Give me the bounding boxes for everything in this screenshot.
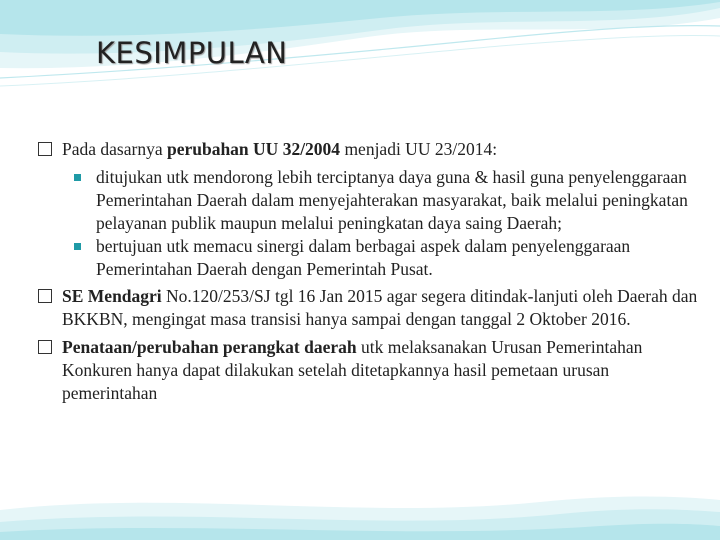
- sub-item-text: ditujukan utk mendorong lebih terciptanya daya guna & hasil guna penyelenggaraan Pemerintahan Daerah dalam menyejahterakan masyarakat, baik melalui peningkatan pelayanan publik maupun melalui peningkatan daya saing Daerah;: [96, 167, 688, 233]
- sub-item: [38, 166, 698, 235]
- hollow-square-icon: [38, 340, 52, 354]
- item-text: Penataan/perubahan perangkat daerah utk melaksanakan Urusan Pemerintahan Konkuren hanya dapat dilakukan setelah ditetapkannya hasil pemetaan urusan pemerintahan: [62, 337, 643, 403]
- sub-item: [38, 235, 698, 281]
- hollow-square-icon: [38, 289, 52, 303]
- slide-title: KESIMPULAN: [96, 36, 288, 70]
- slide-content: [38, 138, 698, 410]
- teal-square-bullet-icon: [74, 174, 81, 181]
- conclusion-item: [38, 285, 698, 331]
- conclusion-item: [38, 138, 698, 161]
- sub-item-text: bertujuan utk memacu sinergi dalam berbagai aspek dalam penyelenggaraan Pemerintahan Daerah dengan Pemerintah Pusat.: [96, 236, 631, 279]
- conclusion-item: [38, 336, 698, 405]
- bottom-wave-decoration: [0, 480, 720, 540]
- teal-square-bullet-icon: [74, 243, 81, 250]
- item-text: SE Mendagri No.120/253/SJ tgl 16 Jan 2015 agar segera ditindak-lanjuti oleh Daerah dan BKKBN, mengingat masa transisi hanya sampai dengan tanggal 2 Oktober 2016.: [62, 286, 698, 329]
- hollow-square-icon: [38, 142, 52, 156]
- sub-list: [38, 166, 698, 281]
- item-text: Pada dasarnya perubahan UU 32/2004 menjadi UU 23/2014:: [62, 139, 498, 159]
